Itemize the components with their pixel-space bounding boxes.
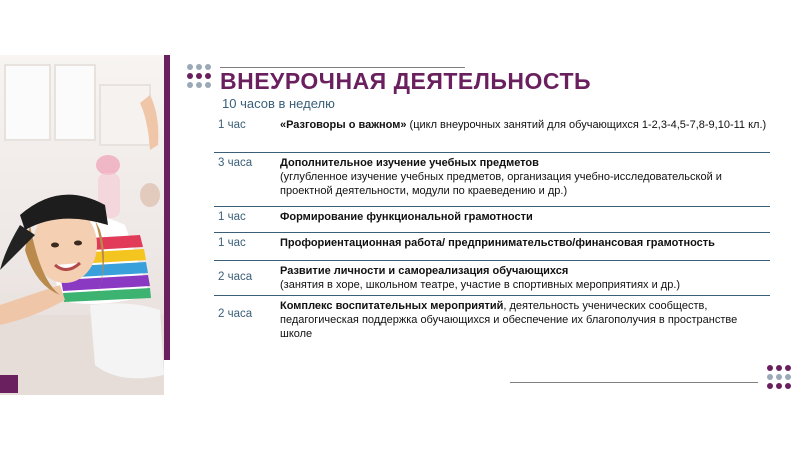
hours-label: 1 час <box>218 211 246 223</box>
accent-bar <box>164 55 170 360</box>
photo-illustration <box>0 55 164 395</box>
activity-title: Профориентационная работа/ предпринимательство/финансовая грамотность <box>280 237 715 249</box>
hours-label: 1 час <box>218 119 246 131</box>
activity-text: (цикл внеурочных занятий для обучающихся 1-2,3-4,5-7,8-9,10-11 кл.) <box>406 119 767 131</box>
activity-description <box>280 115 770 152</box>
corner-accent <box>0 375 18 393</box>
decorative-dots-top <box>187 64 211 88</box>
activity-title: Формирование функциональной грамотности <box>280 211 533 223</box>
activity-description <box>280 296 770 346</box>
hours-label: 1 час <box>218 237 246 249</box>
activity-title: «Разговоры о важном» <box>280 119 407 131</box>
activity-text: , деятельность ученических сообществ, педагогическая поддержка обучающихся и обеспечение их благополучия в пространстве школе <box>280 300 738 340</box>
decorative-dots-bottom <box>767 365 791 389</box>
child-dancing-photo <box>0 55 164 395</box>
activity-description <box>280 207 770 232</box>
activity-title: Комплекс воспитательных мероприятий <box>280 300 504 312</box>
activity-description <box>280 153 770 206</box>
activity-row <box>214 153 770 207</box>
activity-title: Дополнительное изучение учебных предметов <box>280 157 539 169</box>
activity-text: (занятия в хоре, школьном театре, участие в спортивных мероприятиях и др.) <box>280 279 681 291</box>
hours-label: 3 часа <box>218 157 253 169</box>
divider-line-bottom <box>510 382 758 383</box>
activity-row <box>214 207 770 233</box>
page-title: ВНЕУРОЧНАЯ ДЕЯТЕЛЬНОСТЬ <box>220 68 592 94</box>
activity-row <box>214 261 770 296</box>
activity-row <box>214 233 770 261</box>
hours-label: 2 часа <box>218 271 253 283</box>
hours-label: 2 часа <box>218 308 253 320</box>
page-subtitle: 10 часов в неделю <box>222 96 335 111</box>
activity-description <box>280 261 770 295</box>
activity-table <box>214 115 770 346</box>
activity-description <box>280 233 770 260</box>
activity-row <box>214 115 770 153</box>
activity-text: (углубленное изучение учебных предметов, организация учебно-исследовательской и проектной деятельности, модули по краеведению и др.) <box>280 171 722 197</box>
activity-row <box>214 296 770 346</box>
activity-title: Развитие личности и самореализация обучающихся <box>280 265 569 277</box>
